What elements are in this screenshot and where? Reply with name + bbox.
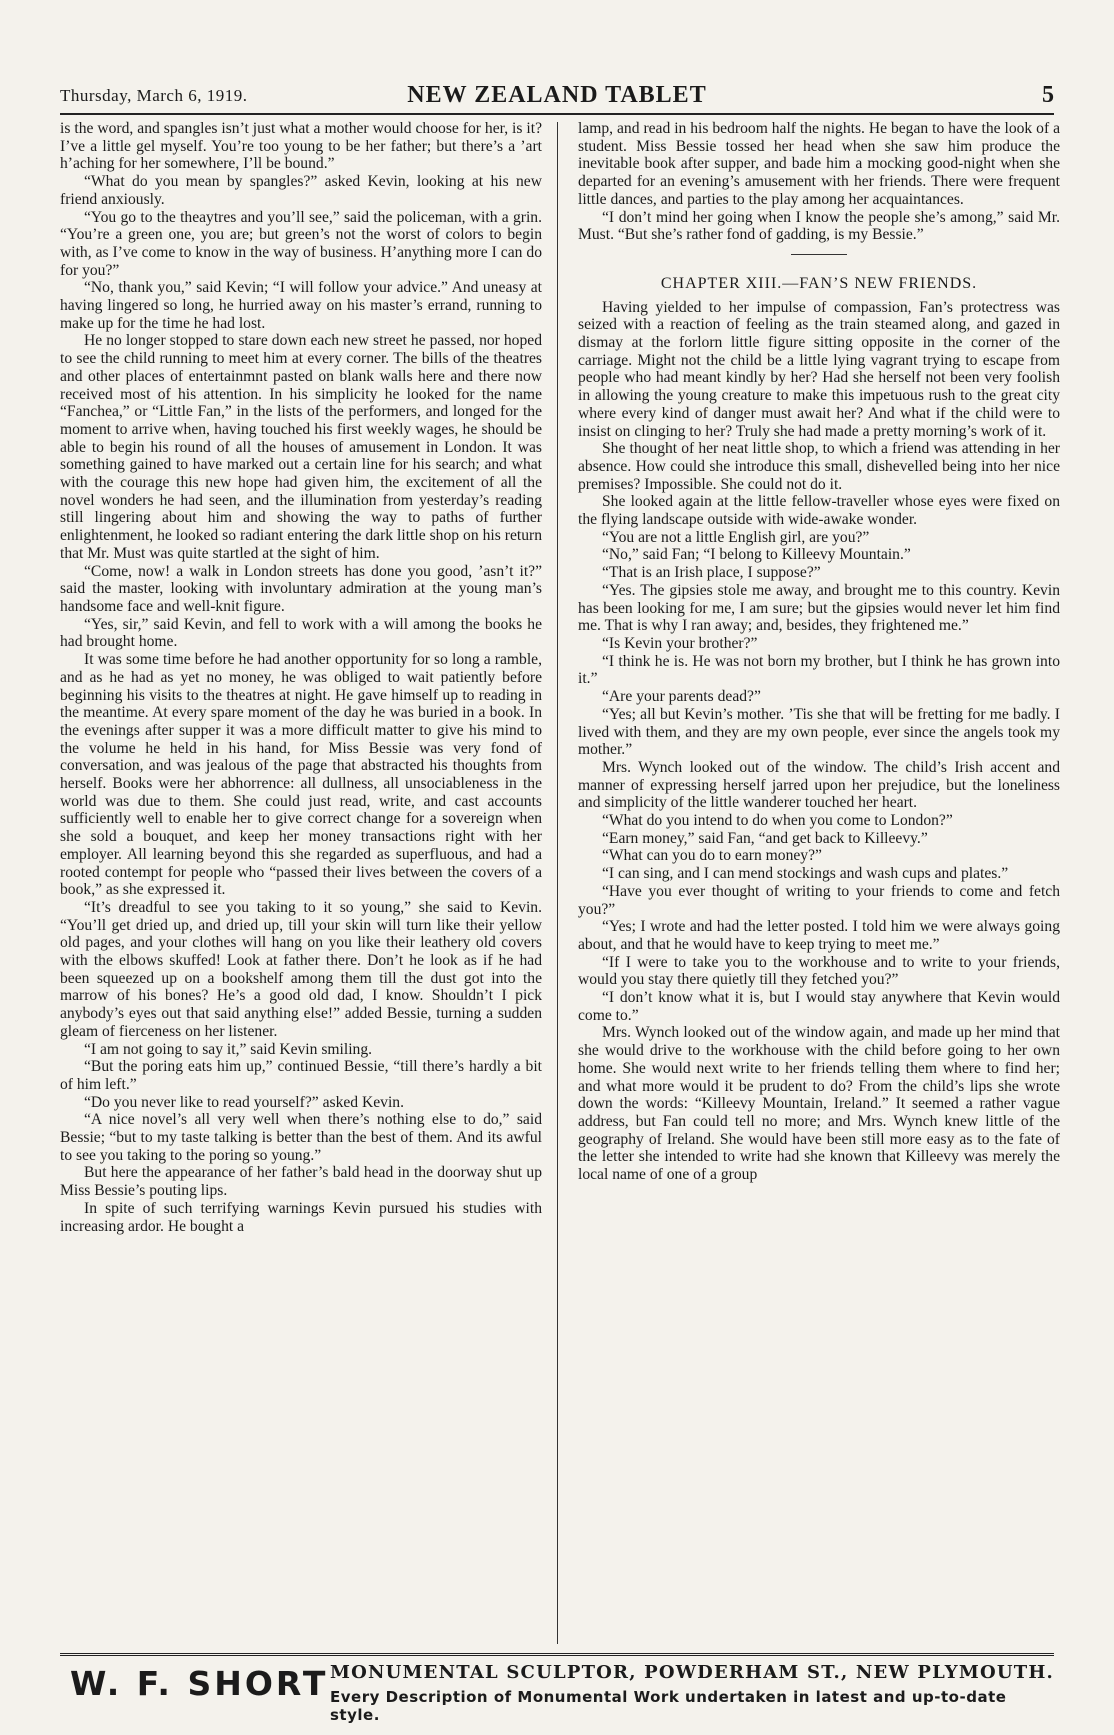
- paragraph: “You go to the theaytres and you’ll see,” said the policeman, with a grin. “You’re a green one, you are; but green’s not the worst of colors to begin with, as I’ve come to know in the way of business. H’anything more I can do for you?”: [60, 208, 542, 279]
- paragraph: He no longer stopped to stare down each new street he passed, nor hoped to see the child running to meet him at every corner. The bills of the theatres and other places of entertainmnt pasted on blank walls here and there now received most of his attention. In his simplicity he looked for the name “Fanchea,” or “Little Fan,” in the lists of the performers, and longed for the moment to arrive when, having touched his first weekly wages, he should be able to begin his round of all the houses of amusement in London. It was something gained to have marked out a certain line for his search; and what with the courage this new hope had given him, the excitement of all the novel wonders he had seen, and the illumination from yesterday’s reading still lingering about him and showing the way to paths of further enlightenment, he looked so radiant entering the dark little shop on his return that Mr. Must was quite startled at the sight of him.: [60, 332, 542, 562]
- newspaper-title: NEW ZEALAND TABLET: [407, 82, 707, 108]
- paragraph: “Are your parents dead?”: [602, 688, 761, 706]
- paragraph: “Come, now! a walk in London streets has done you good, ’asn’t it?” said the master, looking with involuntary admiration at the young man’s handsome face and well-knit figure.: [60, 562, 542, 615]
- paragraph: In spite of such terrifying warnings Kevin pursued his studies with increasing ardor. He bought a: [60, 1199, 542, 1235]
- paragraph: is the word, and spangles isn’t just what a mother would choose for her, is it? I’ve a little gel myself. You’re too young to be her father; but there’s a ’art h’aching for her somewhere, I’ll be bound.”: [60, 120, 542, 173]
- paragraph: Mrs. Wynch looked out of the window again, and made up her mind that she would drive to the workhouse with the child before going to her own home. She would next write to her friends telling them where to find her; and what more would it be prudent to do? From the child’s lips she wrote down the words: “Killeevy Mountain, Ireland.” It seemed a rather vague address, but Fan could tell no more; and Mrs. Wynch knew little of the geography of Ireland. She would have been still more easy as to the fate of the letter she intended to write had she known that Killeevy was merely the local name of one of a group: [578, 1024, 1060, 1184]
- paragraph: It was some time before he had another opportunity for so long a ramble, and as he had as yet no money, he was obliged to wait patiently before beginning his visits to the theatres at night. He gave himself up to reading in the meantime. At every spare moment of the day he was buried in a book. In the evenings after supper it was a more difficult matter to give his mind to the volume he held in his hand, for Miss Bessie was very fond of conversation, and was jealous of the page that abstracted his thoughts from herself. Books were her abhorrence: all dullness, all unsociableness in the world was due to them. She could just read, write, and cast accounts sufficiently well to enable her to give correct change for a sovereign when she sold a bouquet, and keep her money transactions right with her employer. All learning beyond this she regarded as superfluous, and had a rooted contempt for people who “passed their lives between the covers of a book,” as she expressed it.: [60, 651, 542, 899]
- paragraph: “But the poring eats him up,” continued Bessie, “till there’s hardly a bit of him left.”: [60, 1058, 542, 1093]
- paragraph: “Yes; I wrote and had the letter posted. I told him we were always going about, and that he would have to keep trying to meet me.”: [578, 918, 1060, 953]
- page-header: [60, 84, 1054, 114]
- paragraph: “Do you never like to read yourself?” asked Kevin.: [84, 1093, 404, 1111]
- paragraph: “I don’t know what it is, but I would stay anywhere that Kevin would come to.”: [578, 989, 1060, 1024]
- left-column: [60, 120, 542, 1235]
- paragraph: “Yes, sir,” said Kevin, and fell to work with a will among the books he had brought home.: [60, 615, 542, 651]
- paragraph: She looked again at the little fellow-traveller whose eyes were fixed on the flying landscape outside with wide-awake wonder.: [578, 493, 1060, 529]
- column-divider: [557, 122, 558, 1644]
- paragraph: “You are not a little English girl, are you?”: [602, 528, 870, 546]
- advertiser-name: W. F. SHORT: [70, 1664, 329, 1703]
- paragraph: “I can sing, and I can mend stockings and wash cups and plates.”: [602, 865, 1009, 883]
- issue-date: Thursday, March 6, 1919.: [60, 86, 248, 105]
- paragraph: Having yielded to her impulse of compassion, Fan’s protectress was seized with a reaction of feeling as the train steamed along, and gazed in dismay at the forlorn little figure sitting opposite in the corner of the carriage. Might not the child be a little lying vagrant trying to escape from people who had meant kindly by her? Had she herself not been very foolish in allowing the young creature to make this impetuous rush to the great city where every kind of danger must await her? And what if the child were to insist on clinging to her? Truly she had made a pretty morning’s work of it.: [578, 298, 1060, 440]
- advertisement-footer: [60, 1660, 1055, 1724]
- paragraph: “What do you intend to do when you come to London?”: [602, 812, 953, 830]
- advertiser-tagline: Every Description of Monumental Work undertaken in latest and up-to-date style.: [330, 1688, 1007, 1724]
- paragraph: She thought of her neat little shop, to which a friend was attending in her absence. How could she introduce this small, dishevelled being into her nice premises? Impossible. She could not do it.: [578, 440, 1060, 493]
- paragraph: “I don’t mind her going when I know the people she’s among,” said Mr. Must. “But she’s rather fond of gadding, is my Bessie.”: [578, 208, 1060, 244]
- paragraph: “Is Kevin your brother?”: [602, 634, 758, 652]
- section-divider: [791, 254, 847, 255]
- paragraph: “No, thank you,” said Kevin; “I will follow your advice.” And uneasy at having lingered so long, he hurried away on his master’s errand, running to make up for the time he had lost.: [60, 279, 542, 332]
- header-rule: [60, 113, 1054, 115]
- paragraph: “Earn money,” said Fan, “and get back to Killeevy.”: [602, 829, 928, 847]
- paragraph: “What do you mean by spangles?” asked Kevin, looking at his new friend anxiously.: [60, 173, 542, 208]
- footer-rule: [60, 1653, 1054, 1656]
- paragraph: “A nice novel’s all very well when there’s nothing else to do,” said Bessie; “but to my taste talking is better than the best of them. And its awful to see you taking to the poring so young.”: [60, 1111, 542, 1164]
- paragraph: “What can you do to earn money?”: [602, 847, 822, 865]
- paragraph: “I think he is. He was not born my brother, but I think he has grown into it.”: [578, 652, 1060, 688]
- paragraph: “Have you ever thought of writing to your friends to come and fetch you?”: [578, 882, 1060, 918]
- paragraph: Mrs. Wynch looked out of the window. The child’s Irish accent and manner of expressing herself jarred upon her prejudice, but the loneliness and simplicity of the little wanderer touched her heart.: [578, 758, 1060, 812]
- paragraph: “I am not going to say it,” said Kevin smiling.: [84, 1040, 373, 1058]
- paragraph: “That is an Irish place, I suppose?”: [602, 564, 821, 582]
- paragraph: But here the appearance of her father’s bald head in the doorway shut up Miss Bessie’s pouting lips.: [60, 1164, 542, 1200]
- paragraph: lamp, and read in his bedroom half the nights. He began to have the look of a student. Miss Bessie tossed her head when she saw him produce the inevitable book after supper, and bade him a mocking good-night when she departed for an evening’s amusement with her friends. There were frequent little dances, and parties to the play among her acquaintances.: [578, 120, 1060, 208]
- paragraph: “If I were to take you to the workhouse and to write to your friends, would you stay there quietly till they fetched you?”: [578, 953, 1060, 989]
- paragraph: “Yes. The gipsies stole me away, and brought me to this country. Kevin has been looking for me, I am sure; but the gipsies would never let him find me. That is why I ran away; and, besides, they frightened me.”: [578, 581, 1060, 635]
- paragraph: “It’s dreadful to see you taking to it so young,” she said to Kevin. “You’ll get dried up, and dried up, till your skin will turn like their yellow old pages, and your clothes will hang on you like their leathery old covers with the elbows skuffed! Look at father there. Don’t he look as if he had been squeezed up on a bookshelf among them till the dust got into the marrow of his bones? He’s a good old dad, I know. Shouldn’t I pick anybody’s eyes out that said anything else!” added Bessie, turning a sudden gleam of fierceness on her listener.: [60, 898, 542, 1040]
- page-number: 5: [1042, 82, 1054, 108]
- paragraph: “Yes; all but Kevin’s mother. ’Tis she that will be fretting for me badly. I lived with them, and they are my own people, ever since the angels took my mother.”: [578, 705, 1060, 759]
- paragraph: “No,” said Fan; “I belong to Killeevy Mountain.”: [602, 546, 911, 564]
- advertiser-address: MONUMENTAL SCULPTOR, POWDERHAM ST., NEW PLYMOUTH.: [330, 1662, 1055, 1683]
- chapter-heading: CHAPTER XIII.—FAN’S NEW FRIENDS.: [660, 274, 978, 292]
- right-column: [578, 120, 1060, 1184]
